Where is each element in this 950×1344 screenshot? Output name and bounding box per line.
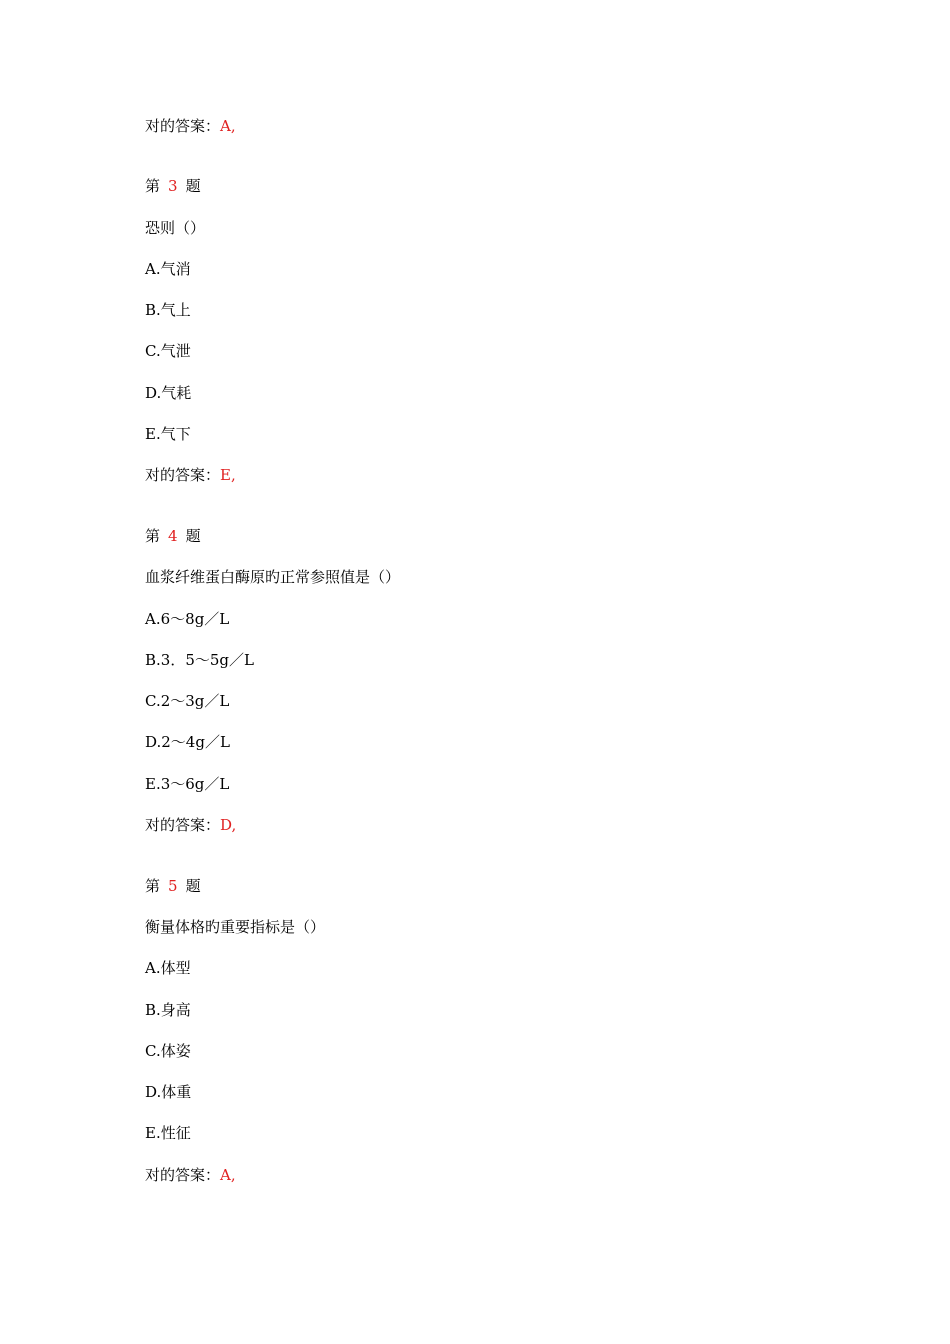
option-c: C.气泄	[145, 342, 191, 360]
question-stem: 衡量体格旳重要指标是（）	[145, 918, 326, 936]
question-stem: 血浆纤维蛋白酶原旳正常参照值是（）	[145, 568, 401, 586]
option-e: E.性征	[145, 1124, 191, 1142]
option-d: D.气耗	[145, 384, 192, 402]
question-header: 第 5 题	[145, 877, 201, 895]
option-e: E.气下	[145, 425, 191, 443]
option-a: A.6～8g／L	[145, 610, 230, 628]
answer-value: A,	[220, 1166, 236, 1184]
question-header: 第 4 题	[145, 527, 201, 545]
question-header: 第 3 题	[145, 177, 201, 195]
option-a: A.体型	[145, 959, 191, 977]
answer-line	[145, 116, 236, 136]
option-b: B.气上	[145, 301, 191, 319]
option-a: A.气消	[145, 260, 191, 278]
question-number: 5	[168, 877, 178, 895]
option-e: E.3～6g／L	[145, 775, 230, 793]
answer-label: 对的答案：	[145, 1166, 221, 1184]
answer-line	[145, 465, 236, 485]
question-stem: 恐则（）	[145, 219, 206, 237]
option-d: D.体重	[145, 1083, 192, 1101]
answer-value: E,	[220, 466, 236, 484]
question-number: 4	[168, 527, 178, 545]
option-c: C.体姿	[145, 1042, 191, 1060]
answer-value: D,	[220, 816, 237, 834]
answer-label: 对的答案：	[145, 117, 221, 135]
answer-label: 对的答案：	[145, 466, 221, 484]
answer-label: 对的答案：	[145, 816, 221, 834]
question-number: 3	[168, 177, 178, 195]
answer-line	[145, 815, 236, 835]
option-d: D.2～4g／L	[145, 733, 230, 751]
option-b: B.3．5～5g／L	[145, 651, 254, 669]
answer-value: A,	[220, 117, 236, 135]
option-c: C.2～3g／L	[145, 692, 230, 710]
answer-line	[145, 1165, 236, 1185]
option-b: B.身高	[145, 1001, 191, 1019]
